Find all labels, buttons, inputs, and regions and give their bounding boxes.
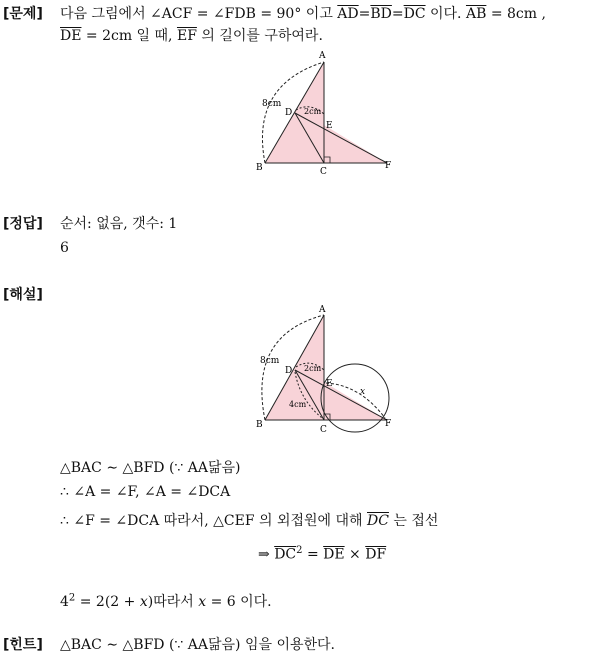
times-sign: × bbox=[344, 546, 366, 563]
segment-ef: $\overline{EF}$ bbox=[176, 28, 197, 44]
point-b: B bbox=[256, 420, 263, 430]
problem-text: 다음 그림에서 ∠ACF = ∠FDB = 90° 이고 bbox=[60, 6, 338, 22]
point-f: F bbox=[385, 161, 392, 171]
segment-dc: $\overline{DC}$ bbox=[367, 513, 389, 529]
problem-text: = 8cm , bbox=[486, 6, 546, 22]
solution-line-2: ∴ ∠A = ∠F, ∠A = ∠DCA bbox=[60, 484, 231, 500]
answer-line-1: 순서: 없음, 갯수: 1 bbox=[60, 216, 178, 232]
solution-line-3 bbox=[60, 510, 438, 530]
label-2cm: 2cm bbox=[304, 107, 322, 116]
solution-text: = 6 이다. bbox=[206, 594, 272, 610]
solution-line-5 bbox=[60, 591, 272, 611]
implies-arrow: ⇒ bbox=[258, 546, 275, 563]
problem-line-2 bbox=[60, 25, 323, 45]
point-d: D bbox=[285, 366, 293, 376]
equals-sign: = bbox=[358, 6, 371, 22]
problem-text: 이다. bbox=[425, 6, 466, 22]
label-x: x bbox=[360, 387, 366, 397]
problem-text: = 2cm 일 때, bbox=[81, 28, 177, 44]
solution-label: [해설] bbox=[3, 287, 43, 303]
segment-dc: $\overline{DC}$ bbox=[274, 546, 297, 563]
answer-value: 6 bbox=[60, 240, 69, 256]
segment-de: $\overline{DE}$ bbox=[60, 28, 82, 44]
problem-line-1 bbox=[60, 3, 546, 23]
segment-ad: $\overline{AD}$ bbox=[337, 6, 359, 22]
exponent: 2 bbox=[296, 545, 303, 556]
point-a: A bbox=[319, 305, 326, 315]
problem-text: 의 길이를 구하여라. bbox=[196, 28, 323, 44]
exponent: 2 bbox=[68, 592, 76, 604]
point-e: E bbox=[326, 379, 333, 389]
segment-ab: $\overline{AB}$ bbox=[465, 6, 487, 22]
solution-formula bbox=[258, 545, 386, 563]
segment-bd: $\overline{BD}$ bbox=[370, 6, 392, 22]
point-f: F bbox=[385, 419, 392, 429]
label-8cm: 8cm bbox=[260, 356, 280, 366]
solution-text: 4 bbox=[60, 594, 69, 610]
point-c: C bbox=[320, 425, 327, 435]
solution-text: )따라서 bbox=[147, 594, 199, 610]
hint-line: △BAC ∼ △BFD (∵ AA닮음) 임을 이용한다. bbox=[60, 637, 335, 653]
point-e: E bbox=[326, 121, 333, 131]
point-c: C bbox=[320, 167, 327, 175]
point-b: B bbox=[256, 163, 263, 173]
hint-label: [힌트] bbox=[3, 637, 43, 653]
variable-x: x bbox=[139, 594, 148, 610]
point-a: A bbox=[319, 51, 326, 61]
segment-dc: $\overline{DC}$ bbox=[403, 6, 426, 22]
solution-text: 는 접선 bbox=[388, 513, 439, 529]
solution-line-1: △BAC ∼ △BFD (∵ AA닮음) bbox=[60, 460, 241, 476]
label-2cm: 2cm bbox=[304, 364, 322, 373]
label-8cm: 8cm bbox=[262, 99, 282, 109]
equals-sign: = bbox=[302, 546, 324, 563]
problem-figure bbox=[250, 50, 400, 175]
solution-text: ∴ ∠F = ∠DCA 따라서, △CEF 의 외접원에 대해 bbox=[60, 513, 368, 529]
solution-text: = 2(2 + bbox=[75, 594, 140, 610]
variable-x: x bbox=[198, 594, 207, 610]
segment-de: $\overline{DE}$ bbox=[323, 546, 345, 563]
segment-df: $\overline{DF}$ bbox=[365, 546, 387, 563]
point-d: D bbox=[285, 108, 293, 118]
problem-label: [문제] bbox=[3, 6, 43, 22]
answer-label: [정답] bbox=[3, 216, 43, 232]
solution-figure bbox=[250, 300, 400, 445]
label-4cm: 4cm bbox=[289, 400, 307, 409]
equals-sign: = bbox=[391, 6, 404, 22]
